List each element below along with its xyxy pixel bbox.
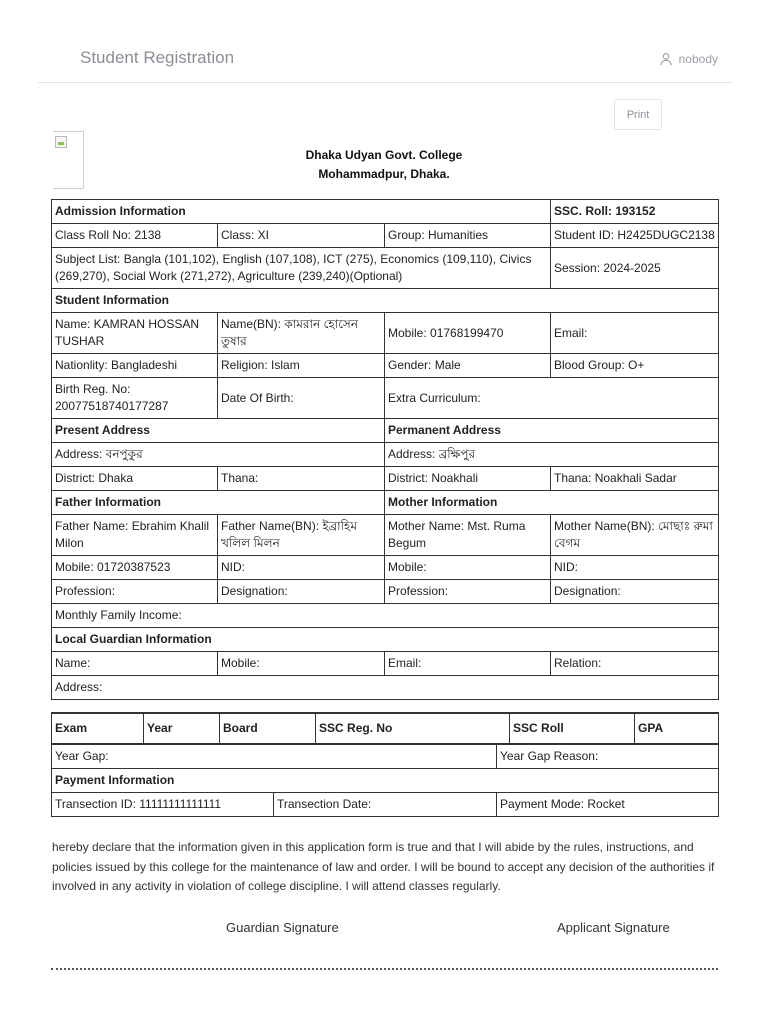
student-id: Student ID: H2425DUGC2138 xyxy=(551,224,719,248)
table-row xyxy=(52,491,719,515)
table-row xyxy=(52,652,719,676)
subject-list: Subject List: Bangla (101,102), English (107,108), ICT (275), Economics (109,110), Civics (269,270), Social Work (271,272), Agriculture (239,240)(Optional) xyxy=(52,248,551,289)
blood-group: Blood Group: O+ xyxy=(551,354,719,378)
guardian-name: Name: xyxy=(52,652,218,676)
father-name: Father Name: Ebrahim Khalil Milon xyxy=(52,515,218,556)
class: Class: XI xyxy=(218,224,385,248)
father-designation: Designation: xyxy=(218,580,385,604)
col-year: Year xyxy=(144,713,220,744)
transaction-date: Transection Date: xyxy=(274,793,497,817)
guardian-mobile: Mobile: xyxy=(218,652,385,676)
payment-heading: Payment Information xyxy=(52,769,719,793)
guardian-address: Address: xyxy=(52,676,719,700)
guardian-relation: Relation: xyxy=(551,652,719,676)
gender: Gender: Male xyxy=(385,354,551,378)
permanent-address-heading: Permanent Address xyxy=(385,419,719,443)
guardian-heading: Local Guardian Information xyxy=(52,628,719,652)
present-thana: Thana: xyxy=(218,467,385,491)
registration-table xyxy=(51,199,719,700)
user-name: nobody xyxy=(678,52,718,66)
college-header xyxy=(0,146,768,184)
table-row xyxy=(52,769,719,793)
applicant-signature-label: Applicant Signature xyxy=(557,920,670,935)
user-icon xyxy=(659,52,673,66)
college-address: Mohammadpur, Dhaka. xyxy=(318,167,450,181)
transaction-id: Transection ID: 11111111111111 xyxy=(52,793,274,817)
student-heading: Student Information xyxy=(52,289,719,313)
table-row xyxy=(52,443,719,467)
college-name: Dhaka Udyan Govt. College xyxy=(305,148,463,162)
student-mobile: Mobile: 01768199470 xyxy=(385,313,551,354)
table-row xyxy=(52,604,719,628)
group: Group: Humanities xyxy=(385,224,551,248)
mother-mobile: Mobile: xyxy=(385,556,551,580)
father-mobile: Mobile: 01720387523 xyxy=(52,556,218,580)
top-bar xyxy=(38,0,733,83)
exam-payment-table xyxy=(51,712,719,817)
permanent-thana: Thana: Noakhali Sadar xyxy=(551,467,719,491)
user-menu[interactable] xyxy=(659,52,718,66)
table-row xyxy=(52,556,719,580)
permanent-address: Address: ব্রক্ষিপুর xyxy=(385,443,719,467)
date-of-birth: Date Of Birth: xyxy=(218,378,385,419)
class-roll: Class Roll No: 2138 xyxy=(52,224,218,248)
religion: Religion: Islam xyxy=(218,354,385,378)
print-button[interactable]: Print xyxy=(614,99,662,130)
mother-name-bn: Mother Name(BN): মোছাঃ রুমা বেগম xyxy=(551,515,719,556)
mother-designation: Designation: xyxy=(551,580,719,604)
mother-nid: NID: xyxy=(551,556,719,580)
table-row xyxy=(52,313,719,354)
table-row xyxy=(52,628,719,652)
table-row xyxy=(52,224,719,248)
permanent-district: District: Noakhali xyxy=(385,467,551,491)
year-gap: Year Gap: xyxy=(52,744,497,769)
student-name: Name: KAMRAN HOSSAN TUSHAR xyxy=(52,313,218,354)
father-name-bn: Father Name(BN): ইব্রাহিম খলিল মিলন xyxy=(218,515,385,556)
present-address-heading: Present Address xyxy=(52,419,385,443)
year-gap-reason: Year Gap Reason: xyxy=(497,744,719,769)
table-row xyxy=(52,676,719,700)
father-heading: Father Information xyxy=(52,491,385,515)
table-row xyxy=(52,793,719,817)
table-row xyxy=(52,419,719,443)
col-ssc-roll: SSC Roll xyxy=(510,713,635,744)
table-row xyxy=(52,289,719,313)
table-row xyxy=(52,200,719,224)
cut-line xyxy=(51,968,718,970)
payment-mode: Payment Mode: Rocket xyxy=(497,793,719,817)
col-exam: Exam xyxy=(52,713,144,744)
student-email: Email: xyxy=(551,313,719,354)
table-row xyxy=(52,378,719,419)
col-ssc-reg: SSC Reg. No xyxy=(316,713,510,744)
father-nid: NID: xyxy=(218,556,385,580)
session: Session: 2024-2025 xyxy=(551,248,719,289)
ssc-roll: SSC. Roll: 193152 xyxy=(551,200,719,224)
guardian-email: Email: xyxy=(385,652,551,676)
father-profession: Profession: xyxy=(52,580,218,604)
present-address: Address: বনপুকুর xyxy=(52,443,385,467)
table-row xyxy=(52,580,719,604)
table-row xyxy=(52,248,719,289)
table-row xyxy=(52,515,719,556)
birth-reg: Birth Reg. No: 20077518740177287 xyxy=(52,378,218,419)
monthly-family-income: Monthly Family Income: xyxy=(52,604,719,628)
table-row xyxy=(52,467,719,491)
mother-name: Mother Name: Mst. Ruma Begum xyxy=(385,515,551,556)
table-row xyxy=(52,744,719,769)
exam-header-row xyxy=(52,713,719,744)
mother-heading: Mother Information xyxy=(385,491,719,515)
declaration-text: hereby declare that the information given in this application form is true and that I will abide by the rules, instructions, and policies issued by this college for the maintenance of law and order. I will be bound to accept any decision of the authorities if involved in any activity in violation of college discipline. I will attend classes regularly. xyxy=(52,840,715,893)
table-row xyxy=(52,354,719,378)
page-title: Student Registration xyxy=(80,48,235,67)
extra-curriculum: Extra Curriculum: xyxy=(385,378,719,419)
col-board: Board xyxy=(220,713,316,744)
mother-profession: Profession: xyxy=(385,580,551,604)
admission-heading: Admission Information xyxy=(52,200,551,224)
present-district: District: Dhaka xyxy=(52,467,218,491)
student-name-bn: Name(BN): কামরান হোসেন তুষার xyxy=(218,313,385,354)
nationality: Nationlity: Bangladeshi xyxy=(52,354,218,378)
col-gpa: GPA xyxy=(635,713,719,744)
guardian-signature-label: Guardian Signature xyxy=(226,920,339,935)
